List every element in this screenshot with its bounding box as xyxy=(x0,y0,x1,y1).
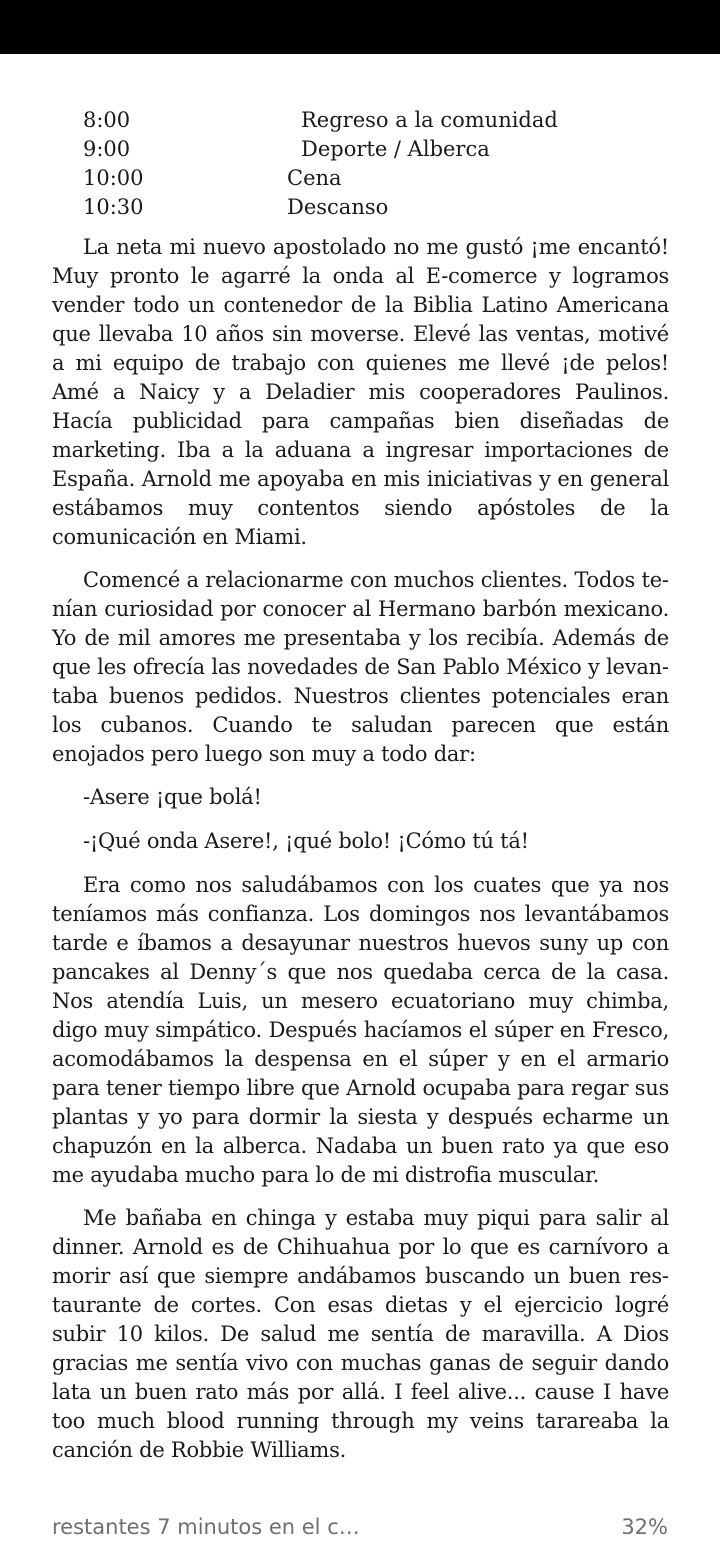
page-content xyxy=(52,106,669,1479)
schedule-row xyxy=(52,135,669,164)
time-remaining: restantes 7 minutos en el c… xyxy=(52,1515,360,1539)
schedule-activity: Deporte / Alberca xyxy=(301,137,490,161)
reading-progress: 32% xyxy=(621,1515,668,1539)
dialogue-line: -Asere ¡que bolá! xyxy=(83,785,262,809)
schedule-time: 10:30 xyxy=(83,195,144,219)
dialogue-line: -¡Qué onda Asere!, ¡qué bolo! ¡Cómo tú tá! xyxy=(83,829,529,853)
paragraph: Me bañaba en chinga y estaba muy piqui para salir al dinner. Arnold es de Chihuahua por lo que es carnívoro a morir así que siempre andábamos buscando un buen restaurante de cortes. Con esas dietas y el ejercicio logré subir 10 kilos. De salud me sentía de maravilla. A Dios gracias me sentía vivo con muchas ganas de seguir dando lata un buen rato más por allá. I feel alive... cause I have too much blood running through my veins tarareaba la canción de Robbie Williams. xyxy=(52,1206,669,1462)
schedule-time: 9:00 xyxy=(83,137,131,161)
paragraph: Era como nos saludábamos con los cuates que ya nos teníamos más confianza. Los domingos nos levantábamos tarde e íbamos a desayunar nuestros huevos suny up con pancakes al Denny´s que nos quedaba cerca de la casa. Nos atendía Luis, un mesero ecuatoriano muy chimba, digo muy simpático. Después hacíamos el súper en Fresco, acomodábamos la despensa en el súper y en el armario para tener tiempo libre que Arnold ocupaba para regar sus plantas y yo para dormir la siesta y después echarme un chapuzón en la alberca. Nadaba un buen rato ya que eso me ayudaba mucho para lo de mi distrofia muscular. xyxy=(52,873,669,1187)
schedule-row xyxy=(52,106,669,135)
schedule-table xyxy=(52,106,669,222)
schedule-row xyxy=(52,193,669,222)
schedule-activity: Cena xyxy=(287,166,342,190)
schedule-time: 10:00 xyxy=(83,166,144,190)
paragraph: Comencé a relacionarme con muchos clientes. Todos tenían curiosidad por conocer al Hermano barbón mexicano. Yo de mil amores me presentaba y los recibía. Además de que les ofrecía las novedades de San Pablo México y levantaba buenos pedidos. Nuestros clientes potenciales eran los cubanos. Cuando te saludan parecen que están enojados pero luego son muy a todo dar: xyxy=(52,568,669,766)
schedule-activity: Regreso a la comunidad xyxy=(301,108,558,132)
schedule-activity: Descanso xyxy=(287,195,389,219)
schedule-row xyxy=(52,164,669,193)
status-bar xyxy=(0,0,720,54)
schedule-time: 8:00 xyxy=(83,108,131,132)
paragraph: La neta mi nuevo apostolado no me gustó ¡me encantó! Muy pronto le agarré la onda al E-comerce y logramos vender todo un contenedor de la Biblia Latino Americana que llevaba 10 años sin moverse. Elevé las ventas, motivé a mi equipo de trabajo con quienes me llevé ¡de pelos! Amé a Naicy y a Deladier mis cooperadores Paulinos. Hacía publicidad para campañas bien diseñadas de marketing. Iba a la aduana a ingresar importaciones de España. Arnold me apoyaba en mis iniciativas y en general estábamos muy contentos siendo apóstoles de la comunicación en Miami. xyxy=(52,235,669,549)
